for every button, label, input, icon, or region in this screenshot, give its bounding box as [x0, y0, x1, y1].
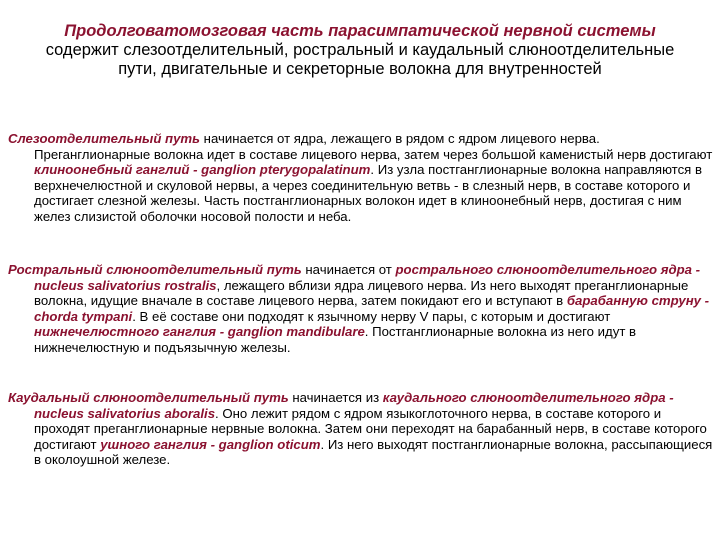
text-run: каудального слюноотделительного ядра - nucleus salivatorius aboralis — [34, 390, 674, 421]
slide-title: Продолговатомозговая часть парасимпатической нервной системы — [64, 22, 656, 40]
paragraph-lacrimal-pathway — [8, 131, 713, 225]
text-run: . Постганглионарные волокна из него идут в нижнечелюстную и подъязычную железы. — [34, 324, 637, 355]
text-run: барабанную струну - chorda tympani — [34, 293, 710, 324]
text-run: . Оно лежит рядом с ядром языкоглоточного нерва, в составе которого и проходят преганглионарные нервные волокна. Затем они переходят на барабанный нерв, в составе которого достигают — [34, 405, 707, 452]
text-run: . Из него выходят постганглионарные волокна, рассыпающиеся в околоушной железе. — [34, 436, 713, 468]
text-run: Ростральный слюноотделительный путь — [8, 262, 302, 277]
text-run: начинается от — [301, 262, 396, 277]
text-run: Каудальный слюноотделительный путь — [8, 390, 289, 405]
paragraph-rostral-salivary-pathway — [8, 262, 713, 356]
text-run: начинается от ядра, лежащего в рядом с ядром лицевого нерва. Преганглионарные волокна идет в составе лицевого нерва, затем через большой каменистый нерв достигают — [34, 131, 713, 162]
text-run: начинается из — [288, 390, 383, 405]
text-run: клиноонебный ганглий - ganglion pterygopalatinum — [34, 162, 371, 178]
text-run: , лежащего вблизи ядра лицевого нерва. Из него выходят преганглионарные волокна, идущие вначале в составе лицевого нерва, затем покидают его и вступают в — [34, 277, 689, 309]
slide-subtitle: содержит слезоотделительный, ростральный и каудальный слюноотделительные пути, двигательные и секреторные волокна для внутренностей — [45, 41, 675, 78]
text-run: . В её составе они подходят к язычному нерву V пары, с которым и достигают — [132, 308, 611, 324]
text-run: . Из узла постганглионарные волокна направляются в верхнечелюстной и скуловой нервы, а через соединительную ветвь - в слезный нерв, в составе которого и достигает слезной железы. Часть постганглионарных волокон идет в клиноонебный нерв, достигая с ним желез слизистой оболочки носовой полости и неба. — [34, 162, 702, 224]
text-run: нижнечелюстного ганглия - ganglion mandibulare — [34, 324, 365, 340]
slide-header — [28, 22, 692, 79]
text-run: рострального слюноотделительного ядра - nucleus salivatorius rostralis — [34, 262, 701, 293]
paragraph-caudal-salivary-pathway — [8, 390, 713, 468]
text-run: ушного ганглия - ganglion oticum — [100, 436, 321, 452]
text-run: Слезоотделительный путь — [8, 131, 200, 146]
